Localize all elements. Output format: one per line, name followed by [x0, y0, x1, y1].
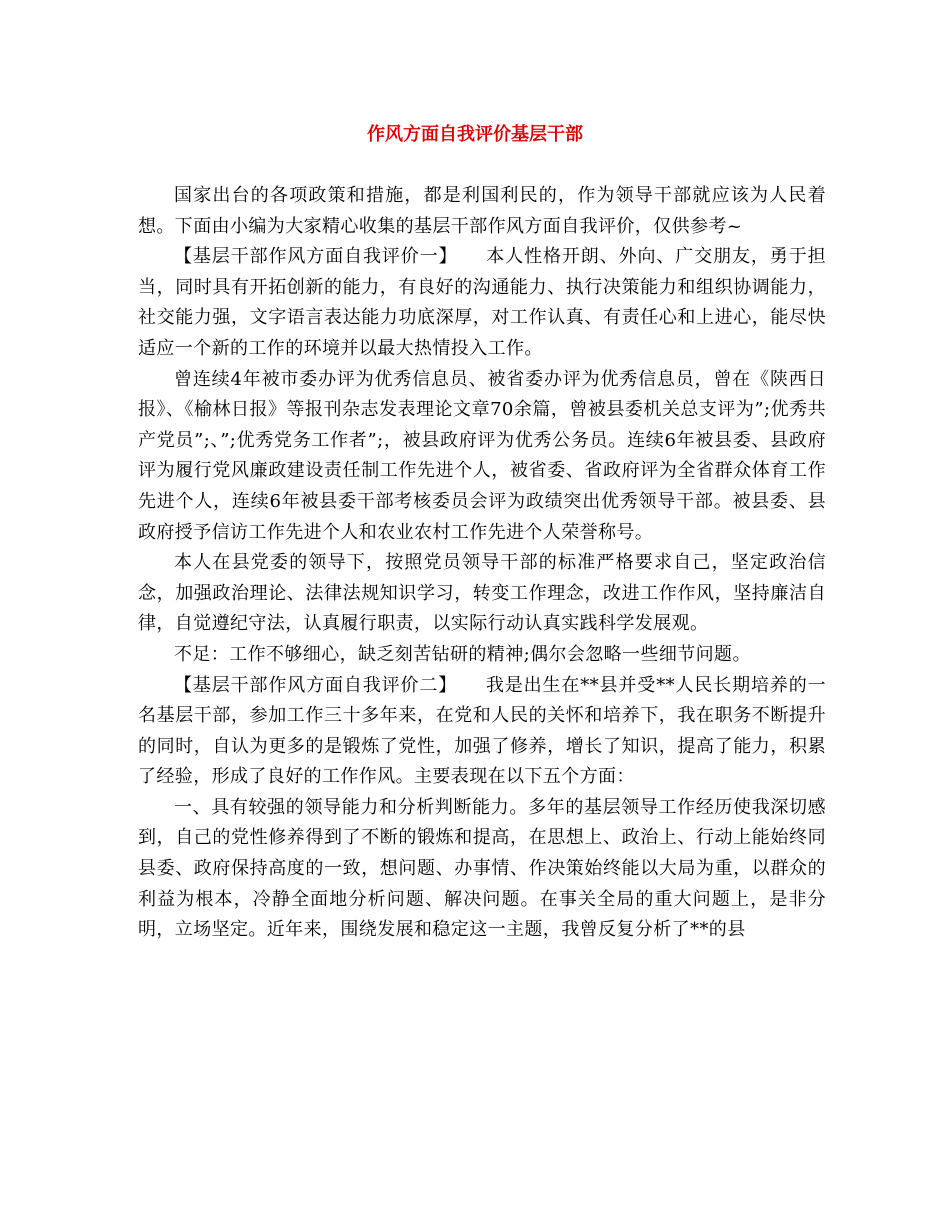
- document-body: [138, 181, 826, 946]
- paragraph-discipline: 本人在县党委的领导下，按照党员领导干部的标准严格要求自己，坚定政治信念，加强政治理论、法律法规知识学习，转变工作理念，改进工作作风，坚持廉洁自律，自觉遵纪守法，认真履行职责，以实际行动认真实践科学发展观。: [138, 552, 826, 635]
- paragraph-intro: 国家出台的各项政策和措施，都是利国利民的，作为领导干部就应该为人民着想。下面由小编为大家精心收集的基层干部作风方面自我评价，仅供参考~: [138, 185, 826, 237]
- paragraph-honors: 曾连续4年被市委办评为优秀信息员、被省委办评为优秀信息员，曾在《陕西日报》、《榆林日报》等报刊杂志发表理论文章70余篇，曾被县委机关总支评为”;优秀共产党员”;、”;优秀党务工作者”;，被县政府评为优秀公务员。连续6年被县委、县政府评为履行党风廉政建设责任制工作先进个人，被省委、省政府评为全省群众体育工作先进个人，连续6年被县委干部考核委员会评为政绩突出优秀领导干部。被县委、县政府授予信访工作先进个人和农业农村工作先进个人荣誉称号。: [138, 368, 826, 543]
- paragraph-shortcomings: 不足：工作不够细心，缺乏刻苦钻研的精神;偶尔会忽略一些细节问题。: [174, 643, 751, 665]
- paragraph-point-one: 一、具有较强的领导能力和分析判断能力。多年的基层领导工作经历使我深切感到，自己的党性修养得到了不断的锻炼和提高，在思想上、政治上、行动上能始终同县委、政府保持高度的一致，想问题、办事情、作决策始终能以大局为重，以群众的利益为根本，冷静全面地分析问题、解决问题。在事关全局的重大问题上，是非分明，立场坚定。近年来，围绕发展和稳定这一主题，我曾反复分析了**的县: [138, 796, 826, 941]
- document-title: 作风方面自我评价基层干部: [367, 124, 583, 145]
- paragraph-evaluation-one: 【基层干部作风方面自我评价一】 本人性格开朗、外向、广交朋友，勇于担当，同时具有开拓创新的能力，有良好的沟通能力、执行决策能力和组织协调能力，社交能力强，文字语言表达能力功底深厚，对工作认真、有责任心和上进心，能尽快适应一个新的工作的环境并以最大热情投入工作。: [138, 246, 826, 359]
- paragraph-evaluation-two: 【基层干部作风方面自我评价二】 我是出生在**县并受**人民长期培养的一名基层干部，参加工作三十多年来，在党和人民的关怀和培养下，我在职务不断提升的同时，自认为更多的是锻炼了党性，加强了修养，增长了知识，提高了能力，积累了经验，形成了良好的工作作风。主要表现在以下五个方面：: [138, 674, 826, 788]
